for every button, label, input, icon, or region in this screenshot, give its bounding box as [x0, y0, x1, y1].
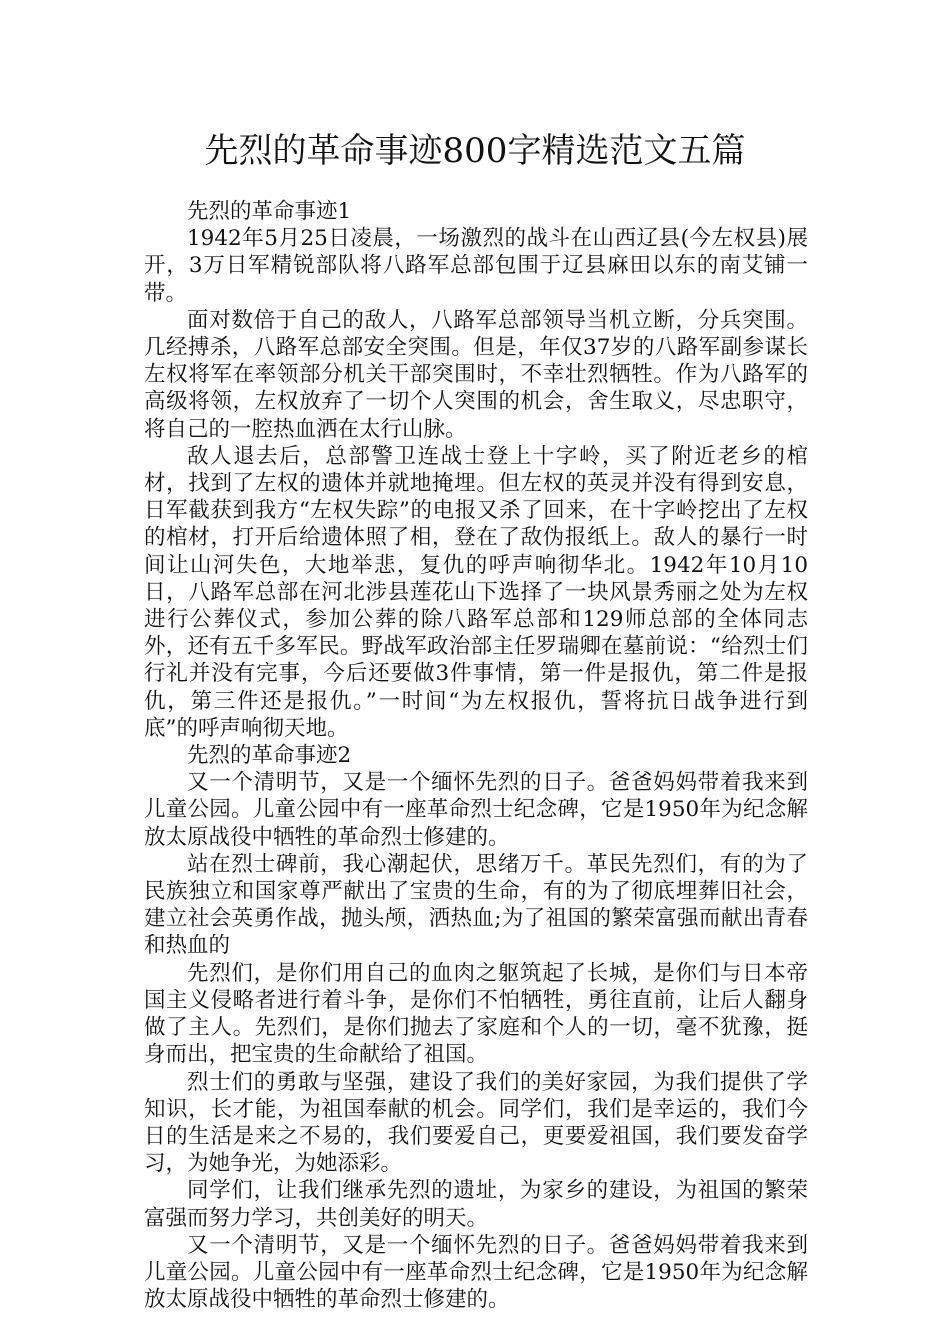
paragraph: 先烈们，是你们用自己的血肉之躯筑起了长城，是你们与日本帝国主义侵略者进行着斗争，是你们不怕牺牲，勇往直前，让后人翻身做了主人。先烈们，是你们抛去了家庭和个人的一切，毫不犹豫，挺身而出，把宝贵的生命献给了祖国。: [144, 960, 808, 1068]
paragraph: 面对数倍于自己的敌人，八路军总部领导当机立断，分兵突围。几经搏杀，八路军总部安全突围。但是，年仅37岁的八路军副参谋长左权将军在率领部分机关干部突围时，不幸壮烈牺牲。作为八路军的高级将领，左权放弃了一切个人突围的机会，舍生取义，尽忠职守，将自己的一腔热血洒在太行山脉。: [144, 307, 808, 442]
paragraph: 同学们，让我们继承先烈的遗址，为家乡的建设，为祖国的繁荣富强而努力学习，共创美好的明天。: [144, 1178, 808, 1231]
paragraph: 敌人退去后，总部警卫连战士登上十字岭，买了附近老乡的棺材，找到了左权的遗体并就地掩埋。但左权的英灵并没有得到安息，日军截获到我方“左权失踪”的电报又杀了回来，在十字岭挖出了左权的棺材，打开后给遗体照了相，登在了敌伪报纸上。敌人的暴行一时间让山河失色，大地举悲，复仇的呼声响彻华北。1942年10月10日，八路军总部在河北涉县莲花山下选择了一块风景秀丽之处为左权进行公葬仪式，参加公葬的除八路军总部和129师总部的全体同志外，还有五千多军民。野战军政治部主任罗瑞卿在墓前说：“给烈士们行礼并没有完事，今后还要做3件事情，第一件是报仇，第二件是报仇，第三件还是报仇。”一时间“为左权报仇，誓将抗日战争进行到底”的呼声响彻天地。: [144, 443, 808, 741]
paragraph: 1942年5月25日凌晨，一场激烈的战斗在山西辽县(今左权县)展开，3万日军精锐部队将八路军总部包围于辽县麻田以东的南艾铺一带。: [144, 226, 808, 306]
paragraph: 站在烈士碑前，我心潮起伏，思绪万千。革民先烈们，有的为了民族独立和国家尊严献出了宝贵的生命，有的为了彻底埋葬旧社会，建立社会英勇作战，抛头颅，洒热血;为了祖国的繁荣富强而献出青春和热血的: [144, 851, 808, 959]
section-heading-2: 先烈的革命事迹2: [187, 743, 352, 769]
paragraph: 又一个清明节，又是一个缅怀先烈的日子。爸爸妈妈带着我来到儿童公园。儿童公园中有一座革命烈士纪念碑，它是1950年为纪念解放太原战役中牺牲的革命烈士修建的。: [144, 1232, 808, 1313]
paragraph: 烈士们的勇敢与坚强，建设了我们的美好家园，为我们提供了学知识，长才能，为祖国奉献的机会。同学们，我们是幸运的，我们今日的生活是来之不易的，我们要爱自己，更要爱祖国，我们要发奋学习，为她争光，为她添彩。: [144, 1069, 808, 1177]
document-body: [144, 198, 808, 1313]
paragraph: 又一个清明节，又是一个缅怀先烈的日子。爸爸妈妈带着我来到儿童公园。儿童公园中有一座革命烈士纪念碑，它是1950年为纪念解放太原战役中牺牲的革命烈士修建的。: [144, 770, 808, 850]
section-heading-1: 先烈的革命事迹1: [187, 199, 352, 224]
document-title: 先烈的革命事迹800字精选范文五篇: [204, 131, 746, 171]
